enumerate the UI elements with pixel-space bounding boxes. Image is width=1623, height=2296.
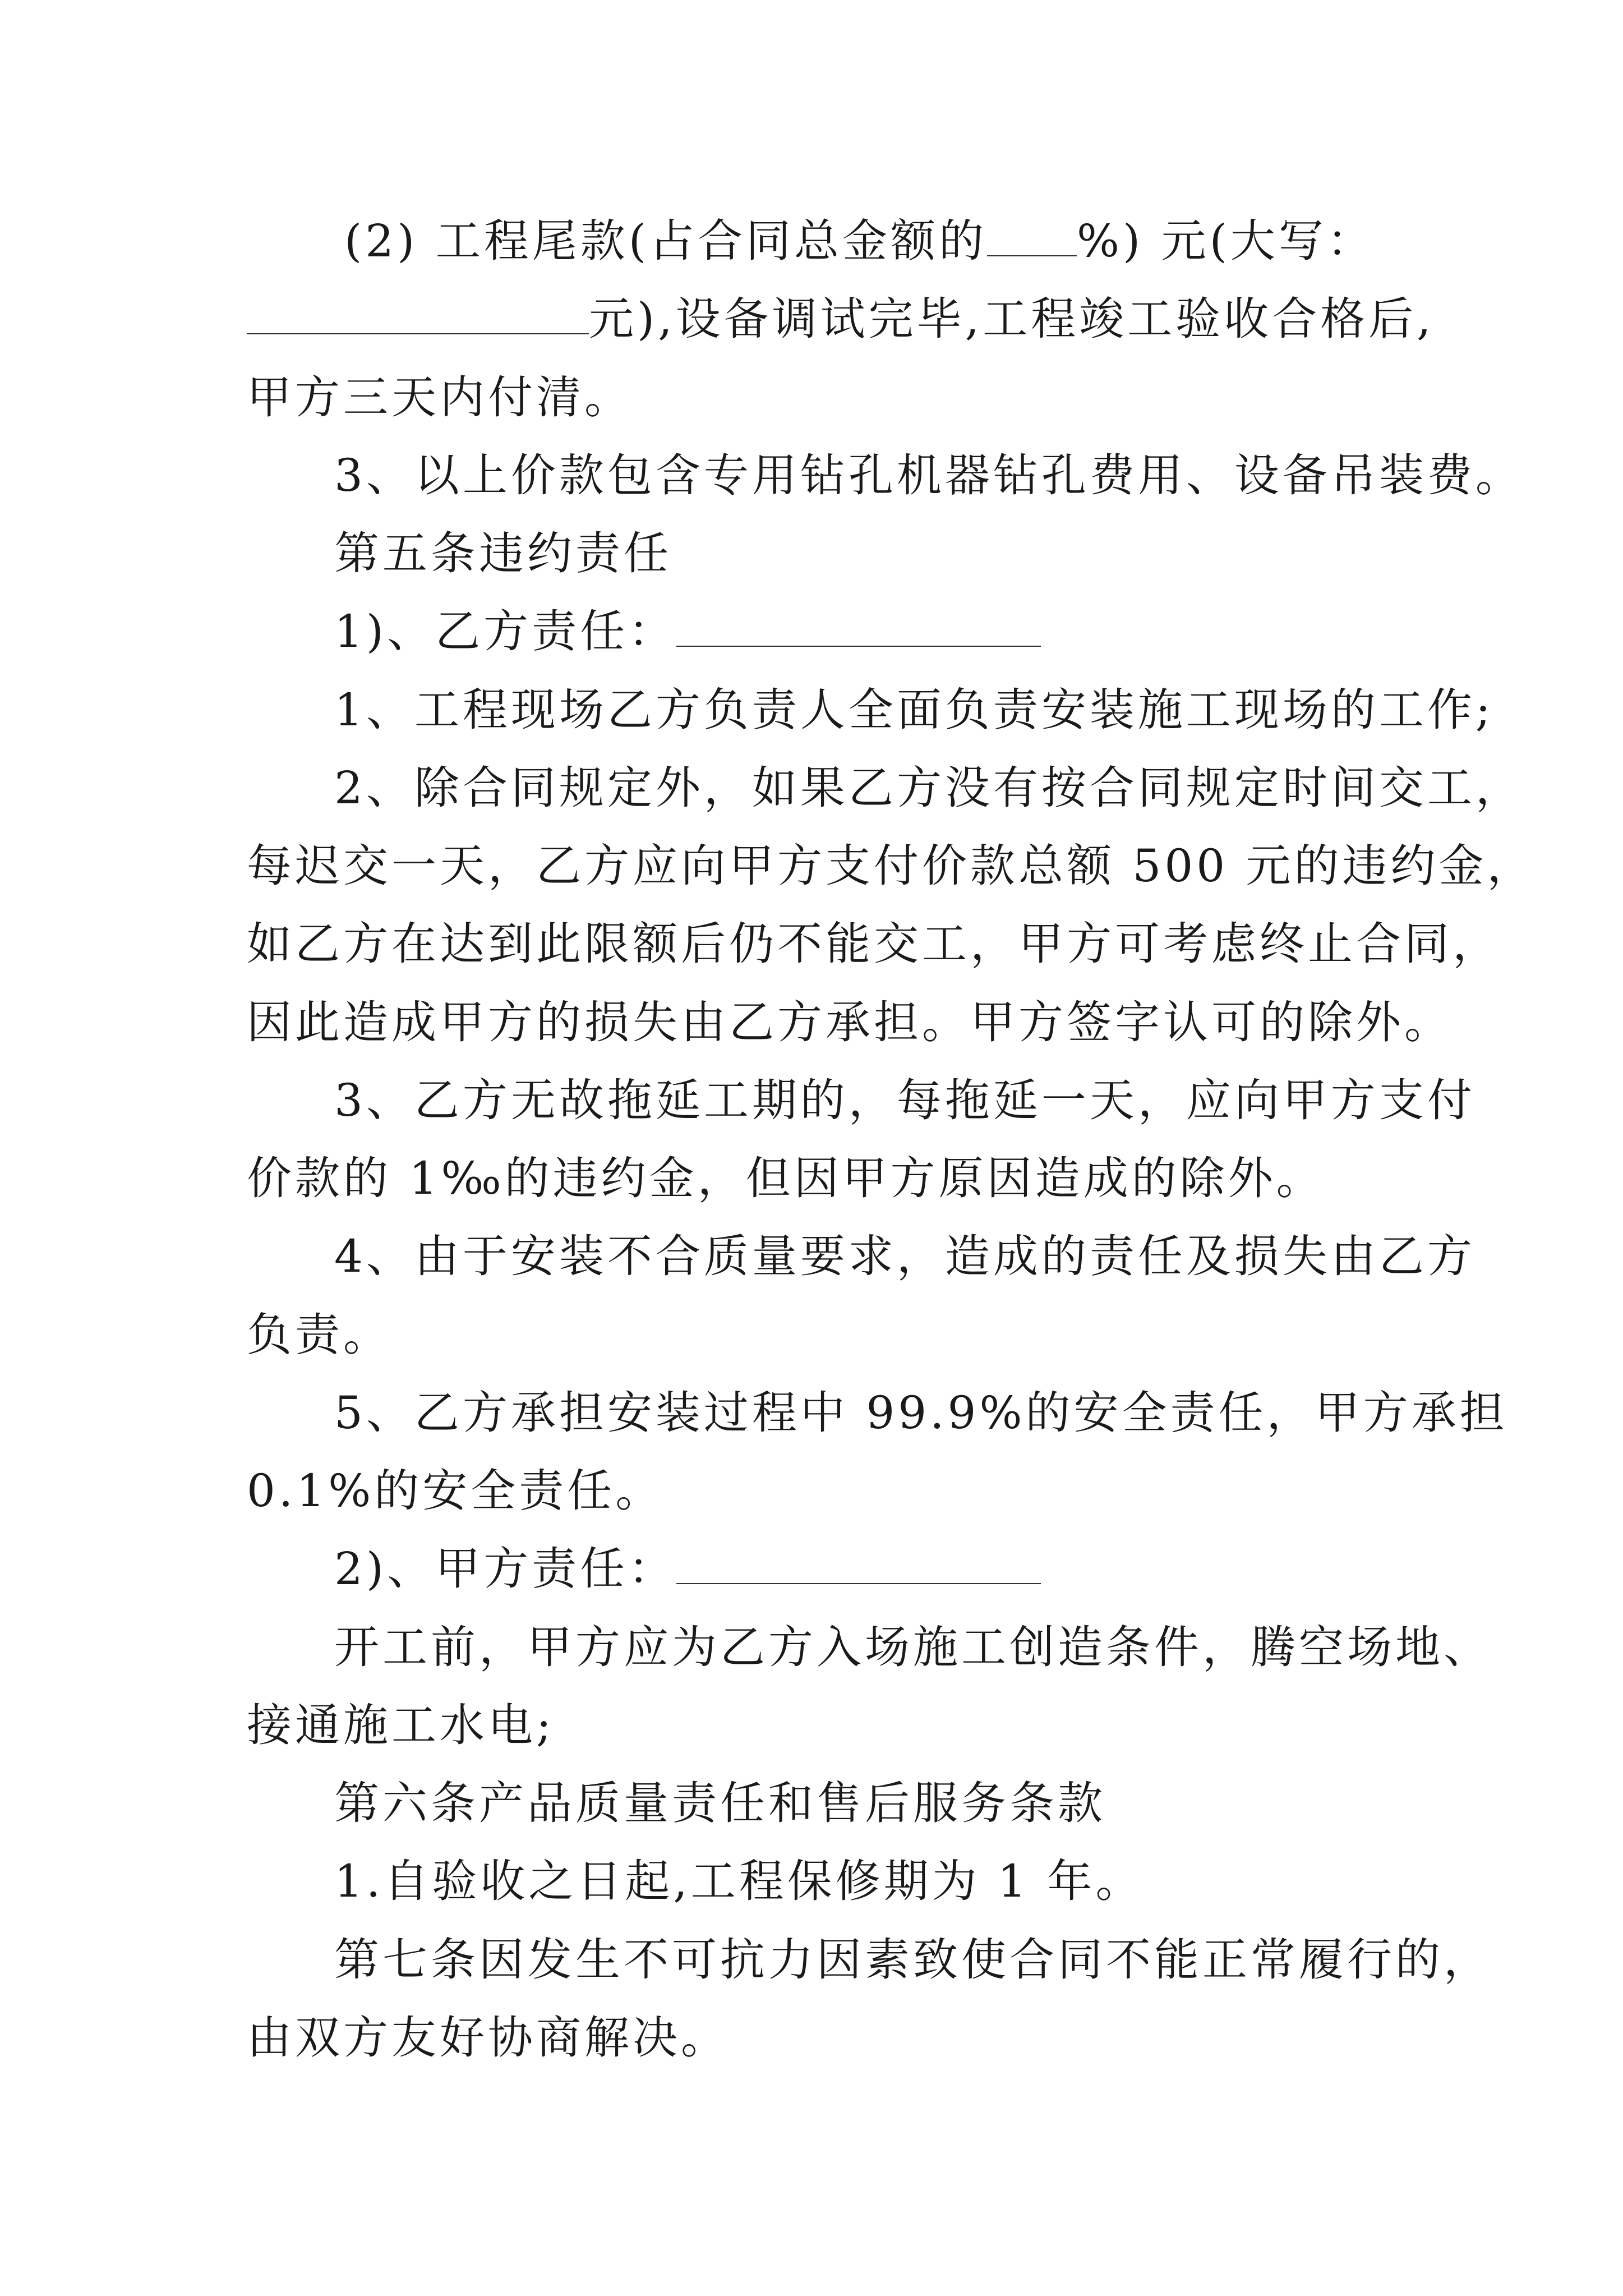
- payment-item-2-text-a: (2) 工程尾款(占合同总金额的: [344, 215, 987, 267]
- party-b-item: 1、工程现场乙方负责人全面负责安装施工现场的工作;: [334, 684, 1494, 736]
- party-b-item: 如乙方在达到此限额后仍不能交工，甲方可考虑终止合同，: [247, 918, 1501, 970]
- party-b-responsibility-blank[interactable]: [676, 606, 1041, 647]
- party-b-item: 4、由于安装不合质量要求，造成的责任及损失由乙方: [334, 1230, 1476, 1282]
- article-6-title: 第六条产品质量责任和售后服务条款: [334, 1777, 1106, 1829]
- article-7-line: 第七条因发生不可抗力因素致使合同不能正常履行的，: [334, 1934, 1492, 1986]
- party-b-item: 3、乙方无故拖延工期的，每拖延一天，应向甲方支付: [334, 1074, 1476, 1126]
- party-b-item: 2、除合同规定外，如果乙方没有按合同规定时间交工，: [334, 762, 1524, 814]
- party-a-item: 接通施工水电;: [247, 1699, 555, 1751]
- percentage-blank[interactable]: [987, 216, 1077, 256]
- party-b-item: 5、乙方承担安装过程中 99.9%的安全责任，甲方承担: [334, 1387, 1508, 1439]
- price-note: 3、以上价款包含专用钻孔机器钻孔费用、设备吊装费。: [334, 449, 1524, 501]
- article-6-item: 1.自验收之日起,工程保修期为 1 年。: [334, 1855, 1144, 1907]
- payment-item-2-line-3: 甲方三天内付清。: [247, 371, 633, 424]
- party-b-item: 因此造成甲方的损失由乙方承担。甲方签字认可的除外。: [247, 996, 1453, 1048]
- party-b-responsibility-label: 1)、乙方责任：: [334, 605, 677, 657]
- party-b-item: 每迟交一天，乙方应向甲方支付价款总额 500 元的违约金，: [247, 840, 1536, 892]
- party-a-item: 开工前，甲方应为乙方入场施工创造条件，腾空场地、: [334, 1621, 1492, 1673]
- payment-item-2-line-1: [344, 213, 1375, 269]
- party-a-responsibility-blank[interactable]: [676, 1544, 1041, 1584]
- party-b-item: 负责。: [247, 1309, 391, 1361]
- payment-item-2-line-2: [247, 291, 1435, 347]
- amount-in-words-blank[interactable]: [247, 294, 589, 334]
- party-a-responsibility-heading: [334, 1541, 1041, 1597]
- party-b-responsibility-heading: [334, 604, 1041, 660]
- party-b-item: 0.1%的安全责任。: [247, 1465, 664, 1517]
- payment-item-2-text-c: 元),设备调试完毕,工程竣工验收合格后,: [589, 293, 1435, 345]
- article-5-title: 第五条违约责任: [334, 527, 672, 579]
- payment-item-2-text-b: %) 元(大写：: [1076, 215, 1375, 267]
- party-a-responsibility-label: 2)、甲方责任：: [334, 1543, 677, 1595]
- party-b-item: 价款的 1‰的违约金，但因甲方原因造成的除外。: [247, 1152, 1325, 1204]
- article-7-line: 由双方友好协商解决。: [247, 2012, 729, 2064]
